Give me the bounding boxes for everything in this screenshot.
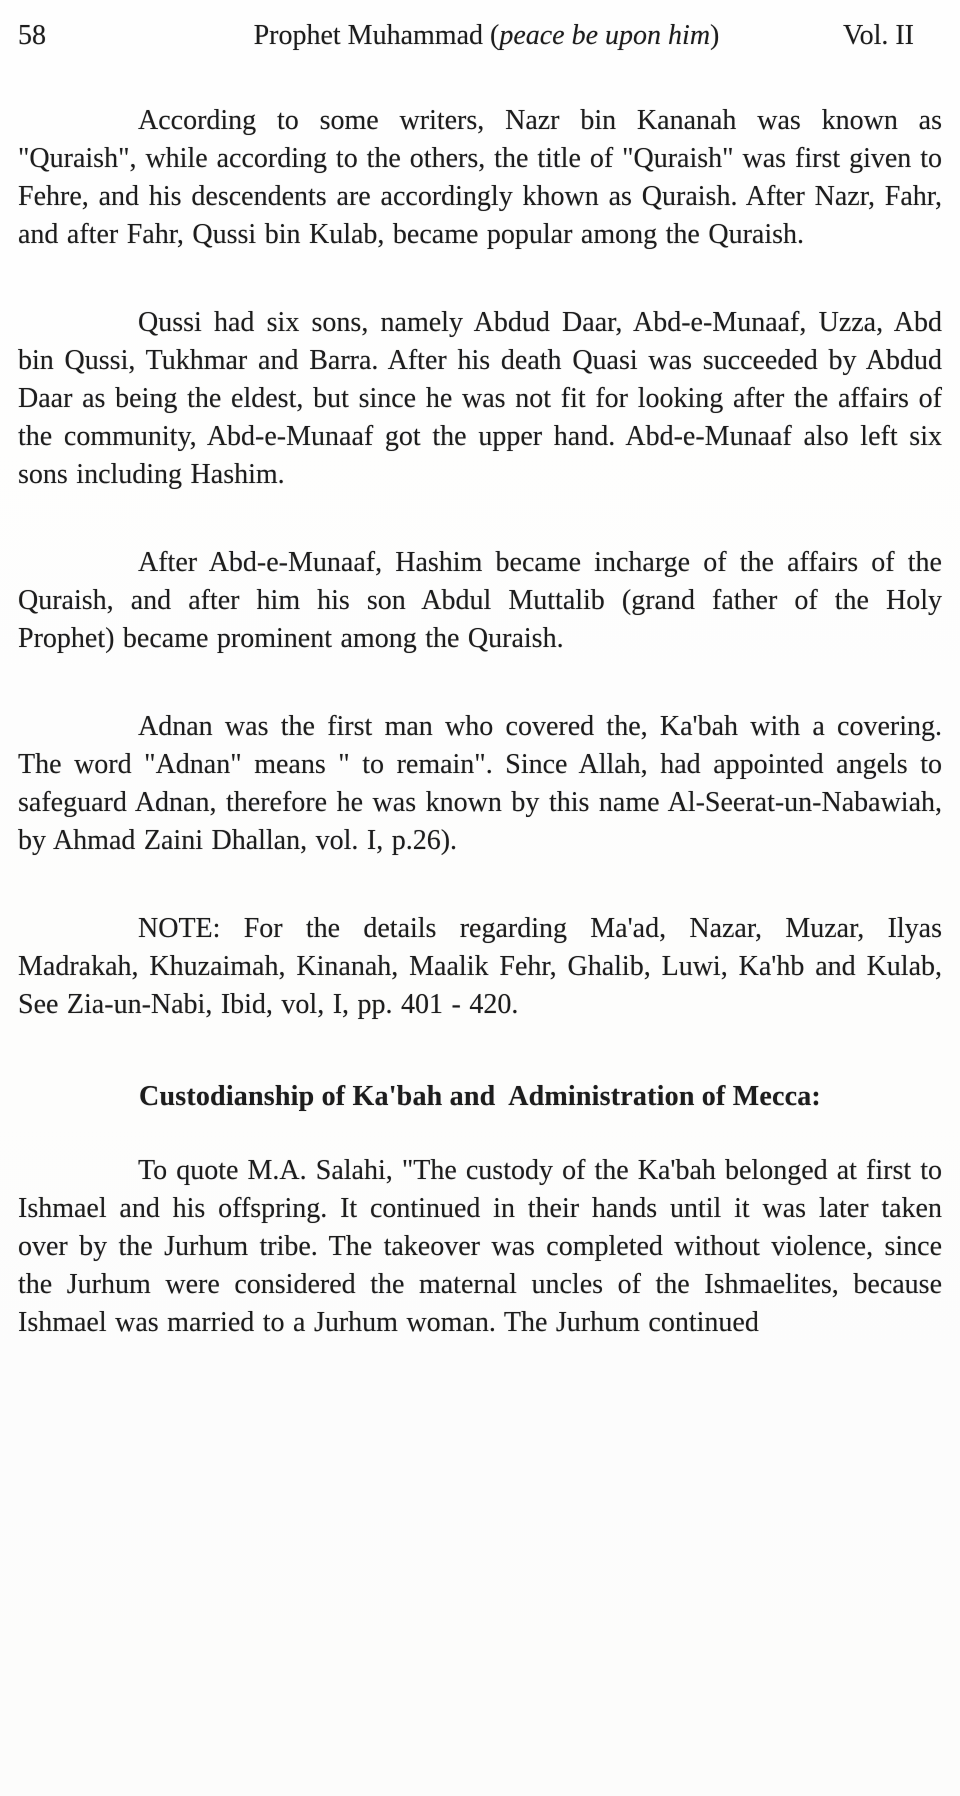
running-title [130, 16, 843, 56]
section-heading: Custodianship of Ka'bah and Administration of Mecca: [139, 1081, 821, 1112]
page-header [18, 16, 942, 56]
running-title-prefix: Prophet Muhammad ( [253, 20, 500, 51]
page-number: 58 [18, 20, 46, 51]
running-title-italic: peace be upon him [499, 20, 711, 51]
volume-label: Vol. II [842, 20, 914, 51]
paragraph-note: NOTE: For the details regarding Ma'ad, Nazar, Muzar, Ilyas Madrakah, Khuzaimah, Kinanah, Maalik Fehr, Ghalib, Luwi, Ka'hb and Kulab, See Zia-un-Nabi, Ibid, vol, I, pp. 401 - 420. [18, 913, 942, 1020]
paragraph-adnan: Adnan was the first man who covered the, Ka'bah with a covering. The word "Adnan" means " to remain". Since Allah, had appointed angels to safeguard Adnan, therefore he was known by this name Al-Seerat-un-Nabawiah, by Ahmad Zaini Dhallan, vol. I, p.26). [18, 711, 942, 856]
paragraph-qussi-sons: Qussi had six sons, namely Abdud Daar, Abd-e-Munaaf, Uzza, Abd bin Qussi, Tukhmar and Barra. After his death Quasi was succeeded by Abdud Daar as being the eldest, but since he was not fit for looking after the affairs of the community, Abd-e-Munaaf got the upper hand. Abd-e-Munaaf also left six sons including Hashim. [18, 307, 942, 490]
paragraph-custody: To quote M.A. Salahi, "The custody of the Ka'bah belonged at first to Ishmael and his offspring. It continued in their hands until it was later taken over by the Jurhum tribe. The takeover was completed without violence, since the Jurhum were considered the maternal uncles of the Ishmaelites, because Ishmael was married to a Jurhum woman. The Jurhum continued [18, 1155, 942, 1338]
running-title-suffix: ) [710, 20, 720, 51]
paragraph-hashim: After Abd-e-Munaaf, Hashim became incharge of the affairs of the Quraish, and after him his son Abdul Muttalib (grand father of the Holy Prophet) became prominent among the Quraish. [18, 547, 942, 654]
paragraph-quraish-origin: According to some writers, Nazr bin Kananah was known as "Quraish", while according to the others, the title of "Quraish" was first given to Fehre, and his descendents are accordingly khown as Quraish. After Nazr, Fahr, and after Fahr, Qussi bin Kulab, became popular among the Quraish. [18, 105, 942, 250]
